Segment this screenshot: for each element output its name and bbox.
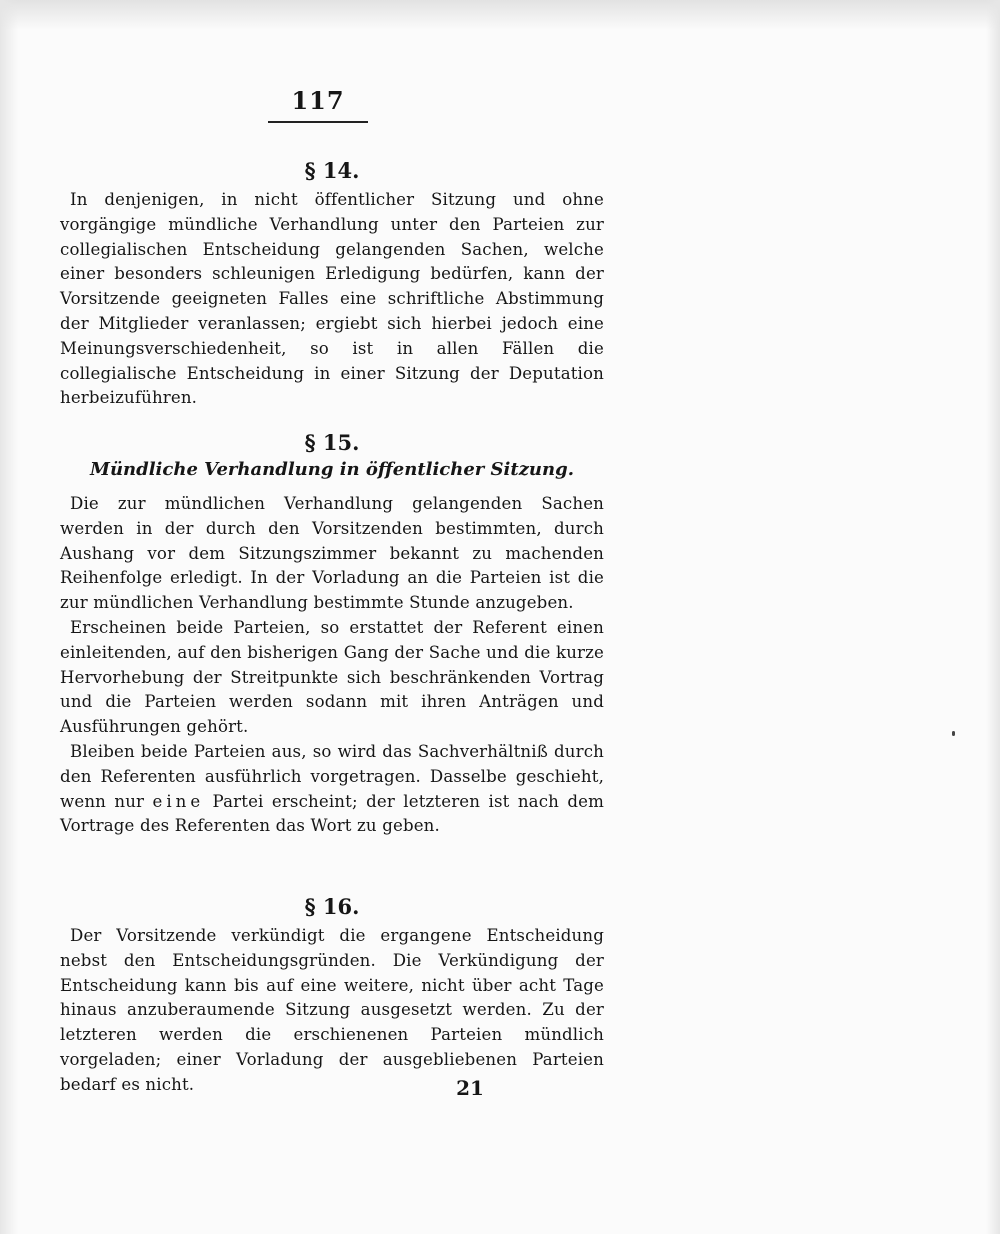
- signature-mark: 21: [456, 1076, 484, 1100]
- section-15: [60, 430, 604, 839]
- paragraph-text: Partei erscheint; der letzteren ist nach dem Vortrage des Referenten das Wort zu geben.: [60, 791, 604, 836]
- emphasized-word: eine: [152, 791, 205, 811]
- section-16: [60, 894, 604, 1098]
- section-mark: § 14.: [304, 158, 360, 183]
- page-number-rule: [268, 121, 368, 123]
- section-14: [60, 158, 604, 411]
- paragraph: In denjenigen, in nicht öffentlicher Sitzung und ohne vorgängige mündliche Verhandlung unter den Parteien zur collegialischen Entscheidung gelangenden Sachen, welche einer besonders schleunigen Erledigung bedürfen, kann der Vorsitzende geeigneten Falles eine schriftliche Abstimmung der Mitglieder veranlassen; ergiebt sich hierbei jedoch eine Meinungsverschiedenheit, so ist in allen Fällen die collegialische Entscheidung in einer Sitzung der Deputation herbeizuführen.: [60, 190, 604, 408]
- paragraph: Erscheinen beide Parteien, so erstattet der Referent einen einleitenden, auf den bisherigen Gang der Sache und die kurze Hervorhebung der Streitpunkte sich beschränkenden Vortrag und die Parteien werden sodann mit ihren Anträgen und Ausführungen gehört.: [60, 617, 604, 737]
- scan-right-shadow: [986, 0, 1000, 1234]
- scan-speck: [952, 731, 955, 736]
- page-number: 117: [291, 86, 345, 115]
- section-mark: § 15.: [304, 430, 360, 455]
- paragraph: [60, 740, 604, 839]
- paragraph-text: Bleiben beide Parteien aus, so wird das Sachverhältniß durch den Referenten ausführlich vorgetragen. Dasselbe geschieht, wenn nur: [60, 741, 604, 811]
- section-mark: § 16.: [304, 894, 360, 919]
- section-heading: Mündliche Verhandlung in öffentlicher Sitzung.: [90, 459, 574, 480]
- scan-top-shadow: [0, 0, 1000, 30]
- paragraph: Der Vorsitzende verkündigt die ergangene Entscheidung nebst den Entscheidungsgründen. Die Verkündigung der Entscheidung kann bis auf eine weitere, nicht über acht Tage hinaus anzuberaumende Sitzung ausgesetzt werden. Zu der letzteren werden die erschienenen Parteien mündlich vorgeladen; einer Vorladung der ausgebliebenen Parteien bedarf es nicht.: [60, 926, 604, 1094]
- scan-left-shadow: [0, 0, 18, 1234]
- paragraph: Die zur mündlichen Verhandlung gelangenden Sachen werden in der durch den Vorsitzenden bestimmten, durch Aushang vor dem Sitzungszimmer bekannt zu machenden Reihenfolge erledigt. In der Vorladung an die Parteien ist die zur mündlichen Verhandlung bestimmte Stunde anzugeben.: [60, 494, 604, 613]
